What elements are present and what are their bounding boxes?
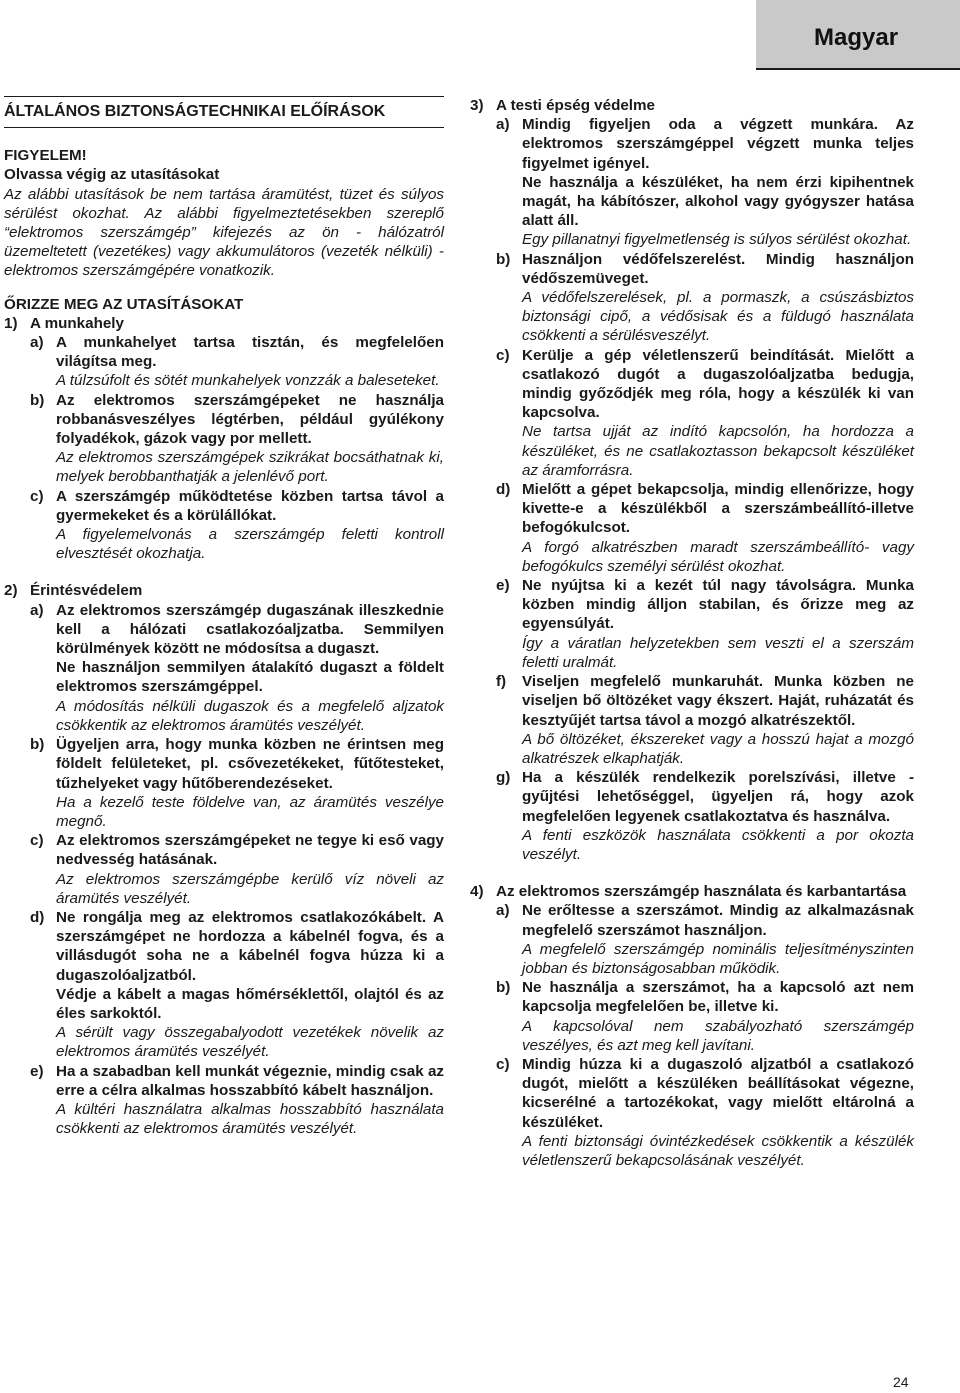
item-label: e): [30, 1062, 44, 1080]
item-label: g): [496, 769, 511, 787]
item-bold-text: Mindig figyeljen oda a végzett munkára. Az elektromos szerszámgéppel végzett munka teljes figyelmet igényel.: [522, 116, 914, 172]
list-item: [496, 901, 914, 978]
item-italic-text: A kapcsolóval nem szabályozható szerszámgép veszélyes, és azt meg kell javítani.: [522, 1017, 914, 1054]
item-label: d): [30, 908, 45, 926]
item-italic-text: A fenti biztonsági óvintézkedések csökkentik a készülék véletlenszerű bekapcsolásának veszélyét.: [522, 1132, 914, 1169]
item-bold-text: Ha a készülék rendelkezik porelszívási, illetve - gyűjtési lehetőséggel, ügyeljen rá, hogy azok megfelelően legyenek csatlakoztatva és használva.: [522, 769, 914, 825]
item-label: e): [496, 577, 510, 595]
item-bold-text: Mielőtt a gépet bekapcsolja, mindig ellenőrizze, hogy kivette-e a készülékből a szerszámbeállító-illetve befogókulcsot.: [522, 481, 914, 537]
list-item: [30, 601, 444, 735]
item-label: c): [30, 487, 44, 505]
keep-instructions-heading: ŐRIZZE MEG AZ UTASÍTÁSOKAT: [4, 295, 244, 313]
item-bold-text: A munkahelyet tartsa tisztán, és megfelelően világítsa meg.: [56, 334, 444, 371]
item-label: b): [30, 736, 45, 754]
item-bold-text: Ne nyújtsa ki a kezét túl nagy távolságra. Munka közben mindig álljon stabilan, és őrizze meg az egyensúlyát.: [522, 577, 914, 633]
read-all-instructions: Olvassa végig az utasításokat: [4, 166, 220, 184]
item-bold-text: Ha a szabadban kell munkát végeznie, mindig csak az erre a célra alkalmas hosszabbító kábelt használjon.: [56, 1062, 444, 1099]
item-italic-text: Az elektromos szerszámgépbe kerülő víz növeli az áramütés veszélyét.: [56, 870, 444, 907]
item-bold-text: Ne használja a szerszámot, ha a kapcsoló azt nem kapcsolja megfelelően be, illetve ki.: [522, 979, 914, 1016]
item-bold-text: A szerszámgép működtetése közben tartsa távol a gyermekeket és a körülállókat.: [56, 487, 444, 524]
item-italic-text: Az elektromos szerszámgépek szikrákat bocsáthatnak ki, melyek berobbanthatják a jelenlévő port.: [56, 449, 444, 486]
section-work-area: [4, 314, 444, 564]
item-label: c): [496, 346, 510, 364]
item-label: f): [496, 673, 507, 691]
item-bold-text: Mindig húzza ki a dugaszoló aljzatból a csatlakozó dugót, mielőtt a készüléken beállításokat végezne, kicserélné a tartozékokat, vagy mielőtt eltárolná a készüléket.: [522, 1055, 914, 1131]
item-bold-text: Az elektromos szerszámgépeket ne használja robbanásveszélyes légtérben, például gyúlékony folyadékok, gázok vagy por mellett.: [56, 391, 444, 448]
item-italic-text: A sérült vagy összegabalyodott vezetékek növelik az elektromos áramütés veszélyét.: [56, 1024, 444, 1061]
section-heading: Az elektromos szerszámgép használata és karbantartása: [496, 883, 907, 901]
section-number: 2): [4, 582, 18, 600]
list-item: [30, 908, 444, 1062]
list-item: [496, 1055, 914, 1170]
item-italic-text: A bő öltözéket, ékszereket vagy a hosszú hajat a mozgó alkatrészek elkaphatják.: [522, 730, 914, 767]
item-bold-text: Viseljen megfelelő munkaruhát. Munka közben ne viseljen bő öltözéket vagy ékszert. Haját, ruházatát és kesztyűjét tartsa távol a mozgó alkatrészektől.: [522, 673, 914, 729]
item-italic-text: A figyelemelvonás a szerszámgép feletti kontroll elvesztését okozhatja.: [56, 526, 444, 563]
item-bold-text: Ne erőltesse a szerszámot. Mindig az alkalmazásnak megfelelő szerszámot használjon.: [522, 902, 914, 939]
section-number: 4): [470, 883, 484, 901]
item-italic-text: A fenti eszközök használata csökkenti a por okozta veszélyt.: [522, 826, 914, 863]
list-item: [496, 978, 914, 1055]
item-italic-text: A kültéri használatra alkalmas hosszabbító használata csökkenti az elektromos áramütés veszélyét.: [56, 1100, 444, 1138]
item-bold-text: Az elektromos szerszámgép dugaszának illeszkednie kell a hálózati csatlakozóaljzatba. Semmilyen körülmények között ne módosítsa a dugaszt.: [56, 601, 444, 658]
list-item: [30, 735, 444, 831]
item-bold-text: Kerülje a gép véletlenszerű beindítását. Mielőtt a csatlakozó dugót a dugaszolóaljzatba bedugja, mindig győződjék meg róla, hogy a készülék ki van kapcsolva.: [522, 346, 914, 422]
item-italic-text: A túlzsúfolt és sötét munkahelyek vonzzák a baleseteket.: [56, 372, 440, 390]
list-item: [30, 487, 444, 564]
list-item: [496, 115, 914, 249]
item-label: a): [30, 334, 44, 352]
intro-text: Az alábbi utasítások be nem tartása áramütést, tüzet és súlyos sérülést okozhat. Az alábbi figyelmeztetésekben szereplő “elektromos szerszámgép” kifejezés az ön - hálózatról üzemeltetett (vezetékes) vagy akkumulátoros (vezeték nélküli) - elektromos szerszámgépére vonatkozik.: [4, 185, 444, 280]
section-tool-use-and-care: [470, 882, 914, 1170]
section-number: 1): [4, 314, 18, 332]
item-bold-text: Védje a kábelt a magas hőmérséklettől, olajtól és az éles sarkoktól.: [56, 985, 444, 1022]
list-item: [496, 576, 914, 672]
list-item: [496, 672, 914, 768]
item-bold-text: Ne rongálja meg az elektromos csatlakozókábelt. A szerszámgépet ne hordozza a kábelnél fogva, és a villásdugót soha ne a kábelnél fogva húzza ki a dugaszolóaljzatból.: [56, 908, 444, 984]
item-bold-text: Használjon védőfelszerelést. Mindig használjon védőszemüveget.: [522, 250, 914, 287]
page-number: 24: [893, 1374, 909, 1390]
right-column: [470, 96, 914, 1170]
item-italic-text: A forgó alkatrészben maradt szerszámbeállító- vagy befogókulcs személyi sérülést okozhat.: [522, 538, 914, 575]
item-label: a): [496, 116, 510, 134]
section-heading: A testi épség védelme: [496, 97, 655, 114]
list-item: [496, 768, 914, 864]
item-italic-text: A megfelelő szerszámgép nominális teljesítményszinten jobban és biztonságosabban működik.: [522, 940, 914, 977]
warning-label: FIGYELEM!: [4, 147, 87, 165]
item-label: b): [30, 391, 45, 409]
item-italic-text: Ne tartsa ujját az indító kapcsolón, ha hordozza a készüléket, és ne csatlakoztasson bekapcsolt készüléket az áramforrásra.: [522, 423, 914, 479]
list-item: [30, 333, 444, 391]
list-item: [496, 480, 914, 576]
item-italic-text: Ha a kezelő teste földelve van, az áramütés veszélye megnő.: [56, 793, 444, 830]
item-label: d): [496, 481, 511, 499]
list-item: [496, 346, 914, 480]
language-tab: [756, 0, 960, 70]
left-column: [4, 96, 444, 1138]
list-item: [30, 391, 444, 487]
section-electrical-safety: [4, 581, 444, 1138]
item-bold-text: Ne használjon semmilyen átalakító dugaszt a földelt elektromos szerszámgéppel.: [56, 659, 444, 696]
item-label: c): [496, 1055, 510, 1073]
list-item: [496, 250, 914, 346]
item-label: a): [496, 902, 510, 920]
item-label: b): [496, 979, 511, 997]
section-number: 3): [470, 97, 484, 114]
section-personal-safety: [470, 96, 914, 864]
section-title: ÁLTALÁNOS BIZTONSÁGTECHNIKAI ELŐÍRÁSOK: [4, 96, 444, 128]
item-bold-text: Ügyeljen arra, hogy munka közben ne érintsen meg földelt felületeket, pl. csővezetékeket, fűtőtesteket, tűzhelyeket vagy hűtőberendezéseket.: [56, 736, 444, 792]
item-bold-text: Az elektromos szerszámgépeket ne tegye ki eső vagy nedvesség hatásának.: [56, 832, 444, 869]
item-label: b): [496, 250, 511, 268]
section-heading: Érintésvédelem: [30, 582, 143, 600]
item-italic-text: Egy pillanatnyi figyelmetlenség is súlyos sérülést okozhat.: [522, 231, 912, 249]
list-item: [30, 1062, 444, 1139]
section-heading: A munkahely: [30, 314, 124, 332]
item-label: c): [30, 832, 44, 850]
item-italic-text: Így a váratlan helyzetekben sem veszti el a szerszám feletti uralmát.: [522, 634, 914, 671]
item-label: a): [30, 601, 44, 619]
list-item: [30, 831, 444, 908]
item-italic-text: A módosítás nélküli dugaszok és a megfelelő aljzatok csökkentik az elektromos áramütés veszélyét.: [56, 697, 444, 734]
language-label: Magyar: [814, 24, 899, 51]
item-italic-text: A védőfelszerelések, pl. a pormaszk, a csúszásbiztos biztonsági cipő, a védősisak és a füldugó használata csökkenti a sérülésveszélyt.: [522, 289, 914, 345]
item-bold-text: Ne használja a készüléket, ha nem érzi kipihentnek magát, ha kábítószer, alkohol vagy gyógyszer hatása alatt áll.: [522, 173, 914, 230]
